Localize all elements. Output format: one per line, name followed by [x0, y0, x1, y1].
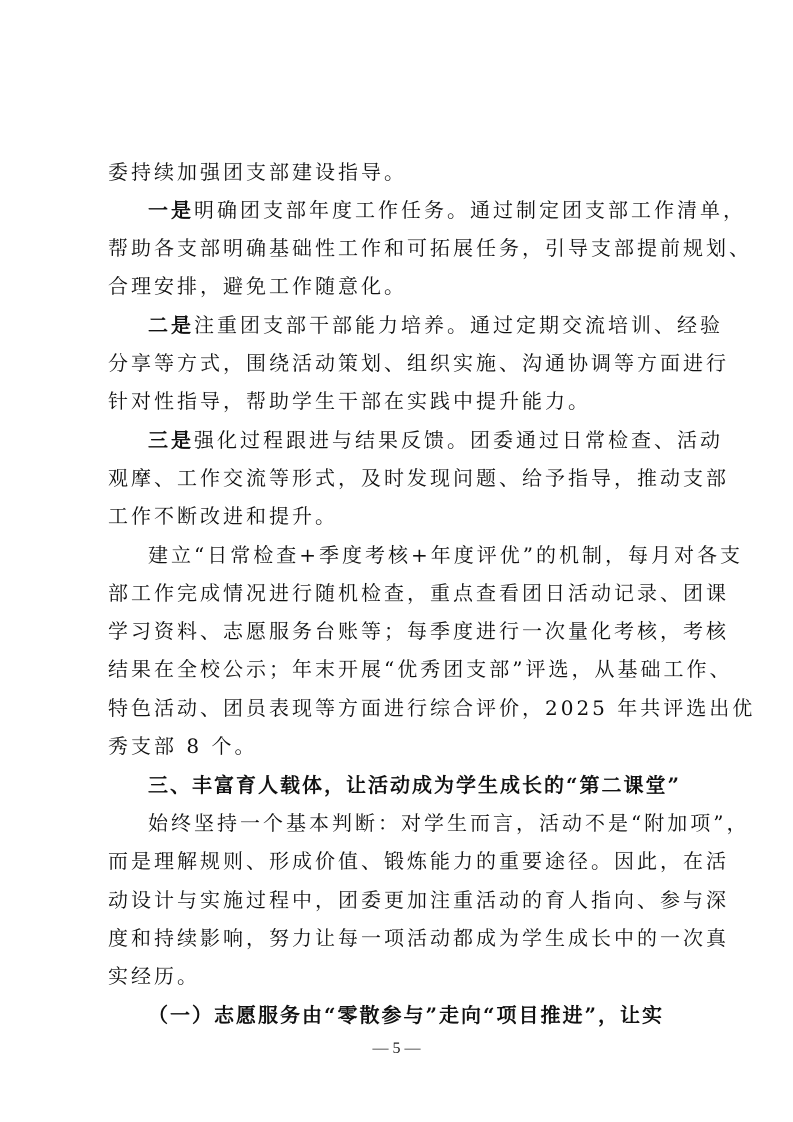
subsection-heading: （一）志愿服务由“零散参与”走向“项目推进”，让实: [148, 1003, 665, 1027]
paragraph-line: 特色活动、团员表现等方面进行综合评价，2025 年共评选出优: [108, 696, 756, 720]
paragraph-line: 观摩、工作交流等形式，及时发现问题、给予指导，推动支部: [108, 466, 729, 490]
lead-marker: 二是: [148, 313, 194, 337]
paragraph-line: 学习资料、志愿服务台账等；每季度进行一次量化考核，考核: [108, 619, 729, 643]
paragraph-line: 工作不断改进和提升。: [108, 504, 338, 528]
paragraph-line: 三是强化过程跟进与结果反馈。团委通过日常检查、活动: [148, 428, 723, 452]
paragraph-line: 度和持续影响，努力让每一项活动都成为学生成长中的一次真: [108, 926, 729, 950]
paragraph-line: 委持续加强团支部建设指导。: [108, 160, 407, 184]
paragraph-line: 秀支部 8 个。: [108, 734, 258, 758]
paragraph-line: 合理安排，避免工作随意化。: [108, 274, 407, 298]
page-number: — 5 —: [372, 1040, 421, 1057]
paragraph-line: 二是注重团支部干部能力培养。通过定期交流培训、经验: [148, 313, 723, 337]
paragraph-line: 分享等方式，围绕活动策划、组织实施、沟通协调等方面进行: [108, 351, 729, 375]
section-heading: 三、丰富育人载体，让活动成为学生成长的“第二课堂”: [148, 773, 682, 797]
paragraph-line: 一是明确团支部年度工作任务。通过制定团支部工作清单，: [148, 198, 746, 222]
lead-marker: 一是: [148, 198, 194, 222]
paragraph-line: 针对性指导，帮助学生干部在实践中提升能力。: [108, 389, 591, 413]
paragraph-line: 结果在全校公示；年末开展“优秀团支部”评选，从基础工作、: [108, 657, 733, 681]
paragraph-line: 而是理解规则、形成价值、锻炼能力的重要途径。因此，在活: [108, 849, 729, 873]
paragraph-line: 动设计与实施过程中，团委更加注重活动的育人指向、参与深: [108, 888, 729, 912]
paragraph-line: 帮助各支部明确基础性工作和可拓展任务，引导支部提前规划、: [108, 236, 752, 260]
paragraph-line: 部工作完成情况进行随机检查，重点查看团日活动记录、团课: [108, 581, 729, 605]
paragraph-line: 建立“日常检查+季度考核+年度评优”的机制，每月对各支: [148, 543, 743, 567]
paragraph-line: 始终坚持一个基本判断：对学生而言，活动不是“附加项”，: [148, 811, 750, 835]
paragraph-line: 实经历。: [108, 964, 200, 988]
lead-marker: 三是: [148, 428, 194, 452]
